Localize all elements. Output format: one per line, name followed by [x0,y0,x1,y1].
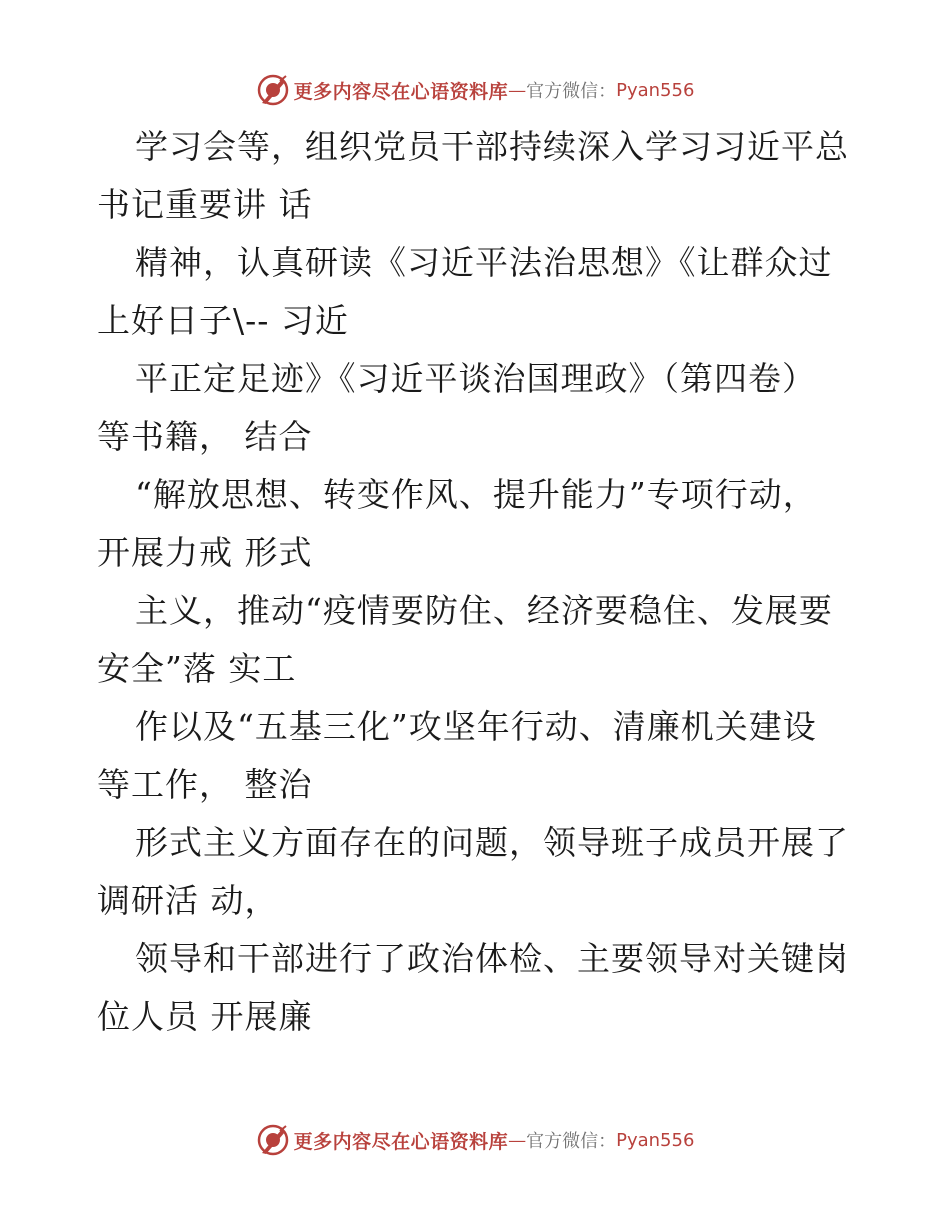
body-line: 作以及“五基三化”攻坚年行动、清廉机关建设 [135,707,817,746]
body-line: 领导和干部进行了政治体检、主要领导对关键岗 [135,939,849,978]
body-line: 位人员 开展廉 [97,997,313,1036]
quill-logo-icon [256,73,290,107]
body-line: 形式主义方面存在的问题，领导班子成员开展了 [135,823,849,862]
footer-wechat-id: Pyan556 [616,1129,695,1151]
footer-title: 更多内容尽在心语资料库 [293,1130,509,1153]
body-line: 安全”落 实工 [97,649,297,688]
document-body [97,118,857,1046]
body-line: 上好日子\-- 习近 [97,301,349,340]
body-line: 调研活 动， [97,881,279,920]
body-line: 等工作， 整治 [97,765,313,804]
body-line: 学习会等，组织党员干部持续深入学习习近平总 [135,127,849,166]
quill-logo-icon [256,1123,290,1157]
header-separator: — [508,79,527,101]
body-line: 开展力戒 形式 [97,533,313,572]
header-title: 更多内容尽在心语资料库 [293,80,509,103]
body-line: 主义，推动“疫情要防住、经济要稳住、发展要 [135,591,833,630]
header-banner [0,70,950,110]
body-line: 等书籍， 结合 [97,417,313,456]
footer-separator: — [508,1129,527,1151]
header-wechat-label: 官方微信： [526,81,617,102]
footer-wechat-label: 官方微信： [526,1131,617,1152]
header-wechat-id: Pyan556 [616,79,695,101]
footer-banner [0,1120,950,1160]
body-line: 精神，认真研读《习近平法治思想》《让群众过 [135,243,833,282]
body-line: 平正定足迹》《习近平谈治国理政》（第四卷） [135,359,816,398]
body-line: “解放思想、转变作风、提升能力”专项行动， [135,475,817,514]
body-line: 书记重要讲 话 [97,185,313,224]
